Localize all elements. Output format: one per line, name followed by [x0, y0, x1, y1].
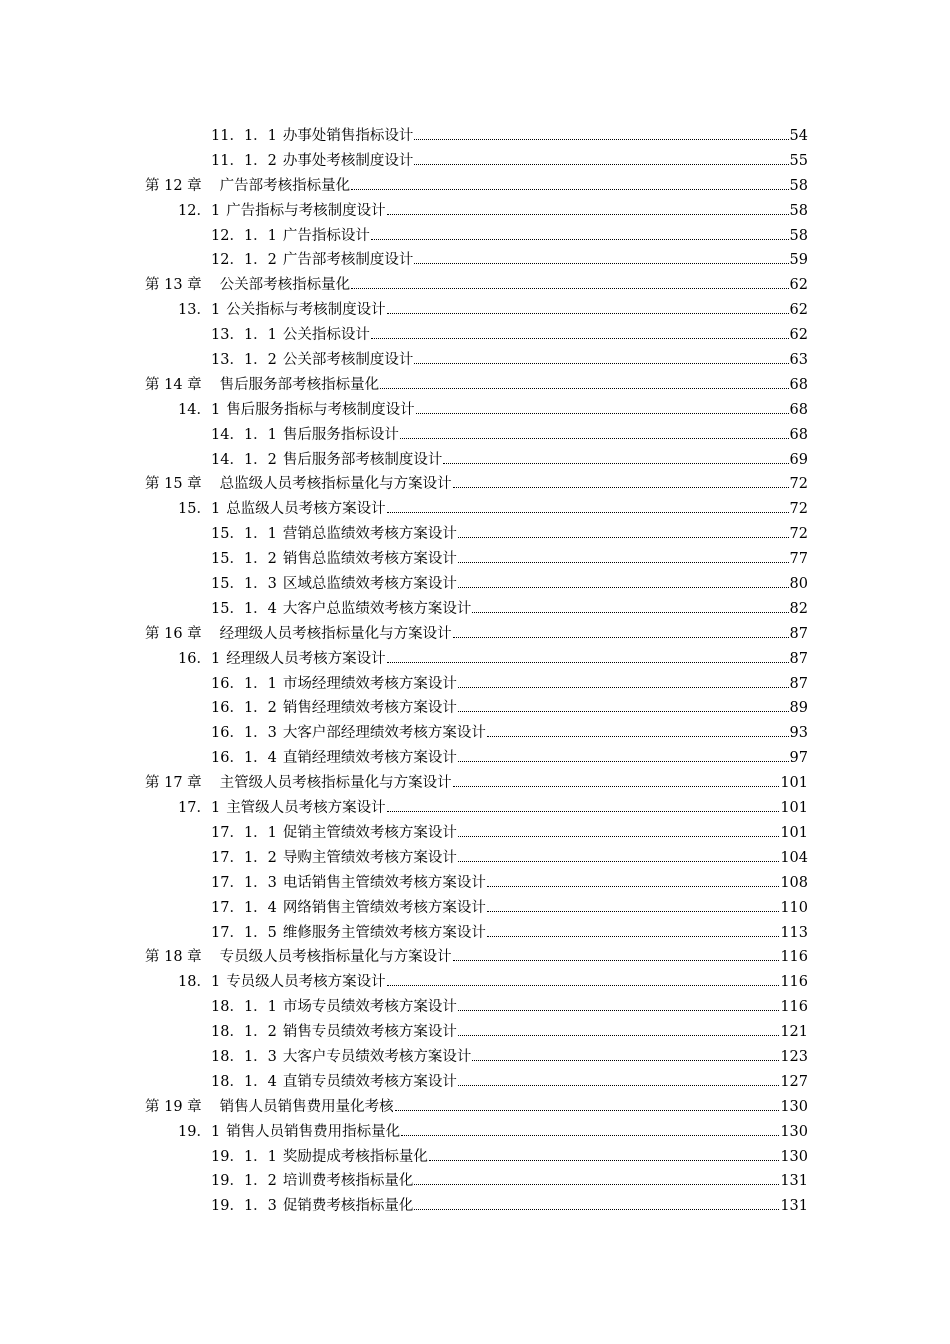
- toc-entry-title: 区域总监绩效考核方案设计: [282, 576, 457, 593]
- toc-dot-leader: [458, 836, 779, 837]
- toc-entry-title: 广告指标与考核制度设计: [226, 202, 386, 219]
- toc-entry-title: 公关部考核指标量化: [219, 277, 351, 294]
- toc-entry-number: 第 13 章: [145, 277, 202, 294]
- toc-dot-leader: [387, 512, 789, 513]
- toc-chapter-entry[interactable]: [145, 472, 808, 497]
- toc-subsection-entry[interactable]: [145, 224, 808, 249]
- toc-dot-leader: [458, 761, 789, 762]
- toc-dot-leader: [458, 562, 789, 563]
- toc-entry-number: 15．1．2: [211, 551, 277, 568]
- toc-chapter-entry[interactable]: [145, 174, 808, 199]
- toc-dot-leader: [458, 587, 789, 588]
- toc-page-number: 101: [780, 800, 808, 817]
- toc-page-number: 131: [780, 1173, 808, 1190]
- toc-entry-number: 18．1．3: [211, 1048, 277, 1065]
- toc-entry-number: 16．1．4: [211, 750, 277, 767]
- toc-page-number: 127: [780, 1073, 808, 1090]
- toc-page-number: 110: [780, 899, 808, 916]
- toc-subsection-entry[interactable]: [145, 871, 808, 896]
- toc-entry-title: 导购主管绩效考核方案设计: [282, 849, 457, 866]
- toc-entry-number: 18．1．2: [211, 1024, 277, 1041]
- toc-section-entry[interactable]: [145, 970, 808, 995]
- toc-subsection-entry[interactable]: [145, 672, 808, 697]
- toc-page-number: 62: [789, 277, 808, 294]
- toc-entry-title: 销售经理绩效考核方案设计: [282, 700, 457, 717]
- toc-page-number: 68: [789, 426, 808, 443]
- toc-entry-title: 办事处销售指标设计: [282, 128, 414, 144]
- toc-entry-title: 促销费考核指标量化: [282, 1198, 414, 1215]
- toc-page-number: 77: [789, 551, 808, 568]
- toc-dot-leader: [429, 1160, 779, 1161]
- toc-page-number: 131: [780, 1198, 808, 1215]
- toc-dot-leader: [453, 487, 789, 488]
- toc-page-number: 58: [789, 227, 808, 244]
- toc-subsection-entry[interactable]: [145, 597, 808, 622]
- toc-subsection-entry[interactable]: [145, 522, 808, 547]
- toc-entry-number: 第 18 章: [145, 949, 202, 966]
- toc-chapter-entry[interactable]: [145, 771, 808, 796]
- toc-subsection-entry[interactable]: [145, 124, 808, 149]
- toc-page-number: 121: [780, 1024, 808, 1041]
- toc-subsection-entry[interactable]: [145, 1169, 808, 1194]
- toc-subsection-entry[interactable]: [145, 821, 808, 846]
- toc-entry-number: 11．1．2: [211, 152, 277, 169]
- toc-subsection-entry[interactable]: [145, 572, 808, 597]
- toc-dot-leader: [401, 1135, 779, 1136]
- toc-page-number: 62: [789, 302, 808, 319]
- toc-entry-number: 第 16 章: [145, 625, 202, 642]
- toc-page-number: 87: [789, 675, 808, 692]
- toc-entry-number: 15．1．1: [211, 526, 277, 543]
- toc-subsection-entry[interactable]: [145, 746, 808, 771]
- toc-chapter-entry[interactable]: [145, 373, 808, 398]
- toc-page-number: 58: [789, 177, 808, 194]
- toc-entry-number: 12．1: [178, 202, 221, 219]
- toc-dot-leader: [487, 911, 779, 912]
- toc-entry-title: 直销经理绩效考核方案设计: [282, 750, 457, 767]
- toc-dot-leader: [453, 786, 780, 787]
- toc-subsection-entry[interactable]: [145, 721, 808, 746]
- toc-dot-leader: [414, 363, 788, 364]
- toc-entry-title: 广告指标设计: [282, 227, 370, 244]
- toc-dot-leader: [472, 612, 788, 613]
- toc-page-number: 72: [789, 526, 808, 543]
- toc-entry-number: 12．1．1: [211, 227, 277, 244]
- toc-entry-number: 17．1．2: [211, 849, 277, 866]
- toc-page-number: 87: [789, 650, 808, 667]
- toc-entry-title: 电话销售主管绩效考核方案设计: [282, 874, 486, 891]
- toc-entry-title: 经理级人员考核方案设计: [226, 650, 386, 667]
- toc-chapter-entry[interactable]: [145, 1095, 808, 1120]
- toc-entry-number: 14．1: [178, 401, 221, 418]
- toc-entry-number: 17．1: [178, 800, 221, 817]
- toc-dot-leader: [400, 438, 789, 439]
- toc-entry-title: 公关部考核制度设计: [282, 352, 414, 369]
- toc-page-number: 69: [789, 451, 808, 468]
- toc-section-entry[interactable]: [145, 497, 808, 522]
- toc-entry-number: 第 19 章: [145, 1098, 202, 1115]
- toc-entry-title: 销售人员销售费用量化考核: [219, 1098, 394, 1115]
- toc-page-number: 113: [780, 924, 808, 941]
- toc-dot-leader: [453, 960, 780, 961]
- toc-dot-leader: [458, 861, 779, 862]
- toc-dot-leader: [487, 886, 779, 887]
- toc-dot-leader: [387, 985, 780, 986]
- toc-dot-leader: [414, 1184, 779, 1185]
- toc-dot-leader: [443, 463, 788, 464]
- toc-entry-title: 公关指标与考核制度设计: [226, 302, 386, 319]
- toc-entry-number: 19．1．2: [211, 1173, 277, 1190]
- toc-dot-leader: [458, 1035, 779, 1036]
- toc-entry-number: 19．1．3: [211, 1198, 277, 1215]
- toc-chapter-entry[interactable]: [145, 945, 808, 970]
- toc-dot-leader: [487, 736, 789, 737]
- toc-page-number: 82: [789, 600, 808, 617]
- toc-entry-number: 13．1．2: [211, 352, 277, 369]
- toc-subsection-entry[interactable]: [145, 149, 808, 174]
- toc-entry-title: 广告部考核指标量化: [219, 177, 351, 194]
- toc-entry-title: 销售总监绩效考核方案设计: [282, 551, 457, 568]
- toc-entry-title: 直销专员绩效考核方案设计: [282, 1073, 457, 1090]
- toc-entry-title: 办事处考核制度设计: [282, 152, 414, 169]
- toc-entry-title: 专员级人员考核方案设计: [226, 974, 386, 991]
- toc-subsection-entry[interactable]: [145, 1194, 808, 1219]
- toc-entry-number: 12．1．2: [211, 252, 277, 269]
- toc-entry-title: 总监级人员考核方案设计: [226, 501, 386, 518]
- toc-entry-title: 售后服务指标与考核制度设计: [226, 401, 415, 418]
- toc-entry-title: 大客户专员绩效考核方案设计: [282, 1048, 472, 1065]
- toc-dot-leader: [414, 139, 788, 140]
- toc-subsection-entry[interactable]: [145, 547, 808, 572]
- toc-page-number: 97: [789, 750, 808, 767]
- toc-dot-leader: [458, 1010, 779, 1011]
- toc-entry-title: 奖励提成考核指标量化: [282, 1148, 428, 1165]
- toc-entry-number: 15．1．3: [211, 576, 277, 593]
- toc-entry-title: 专员级人员考核指标量化与方案设计: [219, 949, 452, 966]
- toc-entry-number: 13．1: [178, 302, 221, 319]
- toc-dot-leader: [416, 413, 789, 414]
- toc-dot-leader: [387, 214, 789, 215]
- toc-entry-title: 售后服务部考核制度设计: [282, 451, 443, 468]
- toc-entry-number: 18．1．4: [211, 1073, 277, 1090]
- toc-entry-number: 18．1．1: [211, 999, 277, 1016]
- toc-entry-title: 经理级人员考核指标量化与方案设计: [219, 625, 452, 642]
- toc-dot-leader: [487, 936, 779, 937]
- toc-subsection-entry[interactable]: [145, 995, 808, 1020]
- toc-dot-leader: [414, 1209, 779, 1210]
- toc-dot-leader: [458, 1085, 779, 1086]
- toc-dot-leader: [458, 537, 789, 538]
- toc-dot-leader: [472, 1060, 779, 1061]
- toc-page-number: 108: [780, 874, 808, 891]
- toc-subsection-entry[interactable]: [145, 448, 808, 473]
- toc-section-entry[interactable]: [145, 1120, 808, 1145]
- toc-entry-title: 公关指标设计: [282, 327, 370, 344]
- toc-dot-leader: [380, 388, 788, 389]
- toc-entry-number: 第 14 章: [145, 376, 202, 393]
- toc-entry-number: 第 12 章: [145, 177, 202, 194]
- toc-page-number: 58: [789, 202, 808, 219]
- toc-entry-title: 销售人员销售费用指标量化: [226, 1123, 401, 1140]
- toc-entry-number: 13．1．1: [211, 327, 277, 344]
- toc-page-number: 63: [789, 352, 808, 369]
- toc-entry-title: 市场经理绩效考核方案设计: [282, 675, 457, 692]
- toc-page-number: 68: [789, 376, 808, 393]
- toc-dot-leader: [395, 1110, 780, 1111]
- toc-page-number: 72: [789, 476, 808, 493]
- toc-subsection-entry[interactable]: [145, 896, 808, 921]
- toc-section-entry[interactable]: [145, 796, 808, 821]
- toc-subsection-entry[interactable]: [145, 1145, 808, 1170]
- table-of-contents: [145, 124, 808, 1219]
- toc-section-entry[interactable]: [145, 298, 808, 323]
- toc-page-number: 130: [780, 1098, 808, 1115]
- toc-page-number: 116: [780, 974, 808, 991]
- toc-entry-title: 主管级人员考核指标量化与方案设计: [219, 775, 452, 792]
- toc-entry-number: 17．1．3: [211, 874, 277, 891]
- toc-subsection-entry[interactable]: [145, 846, 808, 871]
- toc-page-number: 123: [780, 1048, 808, 1065]
- toc-entry-number: 15．1: [178, 501, 221, 518]
- toc-entry-number: 15．1．4: [211, 600, 277, 617]
- toc-entry-title: 促销主管绩效考核方案设计: [282, 824, 457, 841]
- toc-entry-title: 培训费考核指标量化: [282, 1173, 414, 1190]
- toc-dot-leader: [387, 662, 789, 663]
- toc-entry-number: 16．1．2: [211, 700, 277, 717]
- toc-dot-leader: [371, 338, 789, 339]
- toc-page-number: 130: [780, 1123, 808, 1140]
- toc-entry-title: 售后服务部考核指标量化: [219, 376, 380, 393]
- toc-subsection-entry[interactable]: [145, 423, 808, 448]
- toc-page-number: 101: [780, 824, 808, 841]
- toc-entry-number: 17．1．5: [211, 924, 277, 941]
- toc-dot-leader: [458, 711, 789, 712]
- toc-entry-number: 17．1．4: [211, 899, 277, 916]
- toc-entry-number: 19．1．1: [211, 1148, 277, 1165]
- toc-entry-number: 第 17 章: [145, 775, 202, 792]
- toc-dot-leader: [351, 288, 788, 289]
- toc-chapter-entry[interactable]: [145, 273, 808, 298]
- toc-subsection-entry[interactable]: [145, 323, 808, 348]
- toc-entry-number: 第 15 章: [145, 476, 202, 493]
- toc-page-number: 87: [789, 625, 808, 642]
- toc-page-number: 130: [780, 1148, 808, 1165]
- toc-page-number: 80: [789, 576, 808, 593]
- toc-entry-title: 广告部考核制度设计: [282, 252, 414, 269]
- toc-section-entry[interactable]: [145, 647, 808, 672]
- toc-entry-number: 16．1: [178, 650, 221, 667]
- toc-page-number: 116: [780, 999, 808, 1016]
- toc-entry-number: 17．1．1: [211, 824, 277, 841]
- toc-entry-number: 14．1．2: [211, 451, 277, 468]
- toc-page-number: 54: [789, 128, 808, 144]
- toc-subsection-entry[interactable]: [145, 1070, 808, 1095]
- toc-entry-title: 网络销售主管绩效考核方案设计: [282, 899, 486, 916]
- toc-page-number: 93: [789, 725, 808, 742]
- toc-entry-title: 维修服务主管绩效考核方案设计: [282, 924, 486, 941]
- toc-entry-number: 14．1．1: [211, 426, 277, 443]
- toc-subsection-entry[interactable]: [145, 348, 808, 373]
- toc-entry-title: 销售专员绩效考核方案设计: [282, 1024, 457, 1041]
- toc-entry-title: 营销总监绩效考核方案设计: [282, 526, 457, 543]
- toc-dot-leader: [414, 263, 788, 264]
- toc-dot-leader: [387, 313, 789, 314]
- toc-subsection-entry[interactable]: [145, 696, 808, 721]
- toc-entry-number: 19．1: [178, 1123, 221, 1140]
- toc-dot-leader: [414, 164, 788, 165]
- toc-subsection-entry[interactable]: [145, 248, 808, 273]
- toc-entry-title: 市场专员绩效考核方案设计: [282, 999, 457, 1016]
- toc-page-number: 72: [789, 501, 808, 518]
- toc-page-number: 55: [789, 152, 808, 169]
- toc-page-number: 59: [789, 252, 808, 269]
- toc-dot-leader: [351, 189, 788, 190]
- toc-entry-title: 主管级人员考核方案设计: [226, 800, 386, 817]
- toc-subsection-entry[interactable]: [145, 921, 808, 946]
- toc-entry-number: 16．1．1: [211, 675, 277, 692]
- toc-subsection-entry[interactable]: [145, 1045, 808, 1070]
- toc-page-number: 62: [789, 327, 808, 344]
- toc-dot-leader: [387, 811, 780, 812]
- toc-entry-number: 11．1．1: [211, 128, 277, 144]
- toc-subsection-entry[interactable]: [145, 1020, 808, 1045]
- toc-entry-title: 大客户总监绩效考核方案设计: [282, 600, 472, 617]
- toc-dot-leader: [371, 239, 789, 240]
- toc-dot-leader: [453, 637, 789, 638]
- toc-section-entry[interactable]: [145, 199, 808, 224]
- toc-entry-title: 大客户部经理绩效考核方案设计: [282, 725, 486, 742]
- toc-page-number: 89: [789, 700, 808, 717]
- toc-page-number: 104: [780, 849, 808, 866]
- toc-section-entry[interactable]: [145, 398, 808, 423]
- toc-entry-number: 18．1: [178, 974, 221, 991]
- toc-entry-number: 16．1．3: [211, 725, 277, 742]
- toc-page-number: 101: [780, 775, 808, 792]
- toc-page-number: 68: [789, 401, 808, 418]
- toc-page-number: 116: [780, 949, 808, 966]
- toc-chapter-entry[interactable]: [145, 622, 808, 647]
- toc-entry-title: 总监级人员考核指标量化与方案设计: [219, 476, 452, 493]
- toc-dot-leader: [458, 687, 789, 688]
- toc-entry-title: 售后服务指标设计: [282, 426, 399, 443]
